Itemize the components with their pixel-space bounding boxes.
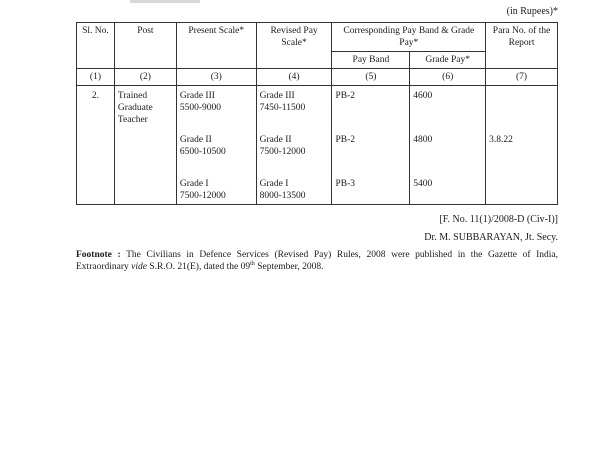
- header-corresponding-pay-band: Corresponding Pay Band & Grade Pay*: [332, 23, 486, 52]
- column-number-row: [77, 69, 558, 86]
- present-range-2: 6500-10500: [179, 147, 226, 157]
- sl-no-value: 2.: [91, 91, 100, 101]
- row-post: [114, 86, 176, 205]
- footnote-text-1: The Civilians in Defence Services (Revised Pay) Rules, 2008 were published in the Gazette of India, Extraordinary: [76, 250, 558, 272]
- footnote-superscript: th: [250, 260, 255, 267]
- footnote: [76, 249, 558, 273]
- present-range-1: 7500-12000: [179, 191, 226, 201]
- top-scan-mark: [130, 0, 200, 3]
- signatory: Dr. M. SUBBARAYAN, Jt. Secy.: [424, 232, 558, 243]
- pay-band-value: PB-2: [335, 135, 356, 145]
- unit-note: (in Rupees)*: [506, 6, 558, 17]
- header-sl-no: Sl. No.: [77, 23, 115, 69]
- revised-range-2: 7500-12000: [259, 147, 306, 157]
- post-value: Trained Graduate Teacher: [117, 91, 153, 125]
- column-number: (7): [486, 69, 558, 86]
- column-number: (6): [410, 69, 486, 86]
- present-grade-1: Grade I: [179, 179, 209, 189]
- column-number: (4): [256, 69, 332, 86]
- para-no-value: 3.8.22: [489, 135, 513, 145]
- grade-pay-value: 4600: [413, 91, 433, 101]
- column-number: (3): [176, 69, 256, 86]
- revised-grade-1: Grade I: [259, 179, 289, 189]
- column-number: (2): [114, 69, 176, 86]
- grade-pay-value: 4800: [413, 135, 433, 145]
- column-number: (1): [77, 69, 115, 86]
- footnote-vide: vide: [131, 262, 147, 272]
- revised-grade-3: Grade III: [259, 91, 295, 101]
- footnote-text-3: September, 2008.: [257, 262, 324, 272]
- row-pay-band: [332, 86, 410, 205]
- header-present-scale: Present Scale*: [176, 23, 256, 69]
- header-row: [77, 23, 558, 52]
- header-grade-pay: Grade Pay*: [410, 52, 486, 69]
- grade-pay-value: 5400: [413, 179, 433, 189]
- header-pay-band: Pay Band: [332, 52, 410, 69]
- table-row: [77, 86, 558, 205]
- row-sl-no: [77, 86, 115, 205]
- column-number: (5): [332, 69, 410, 86]
- header-para-no: Para No. of the Report: [486, 23, 558, 69]
- header-post: Post: [114, 23, 176, 69]
- revised-grade-2: Grade II: [259, 135, 292, 145]
- pay-band-value: PB-2: [335, 91, 356, 101]
- revised-range-1: 8000-13500: [259, 191, 306, 201]
- pay-band-value: PB-3: [335, 179, 356, 189]
- header-revised-pay-scale: Revised Pay Scale*: [256, 23, 332, 69]
- present-range-3: 5500-9000: [179, 103, 221, 113]
- footnote-label: Footnote :: [76, 250, 121, 260]
- present-grade-2: Grade II: [179, 135, 212, 145]
- row-grade-pay: [410, 86, 486, 205]
- revised-range-3: 7450-11500: [259, 103, 306, 113]
- file-reference: [F. No. 11(1)/2008-D (Civ-I)]: [439, 214, 558, 225]
- footnote-text-2: S.R.O. 21(E), dated the 09: [149, 262, 251, 272]
- present-grade-3: Grade III: [179, 91, 215, 101]
- pay-scale-table: [76, 22, 558, 205]
- row-present-scale: [176, 86, 256, 205]
- row-revised-pay-scale: [256, 86, 332, 205]
- row-para-no: [486, 86, 558, 205]
